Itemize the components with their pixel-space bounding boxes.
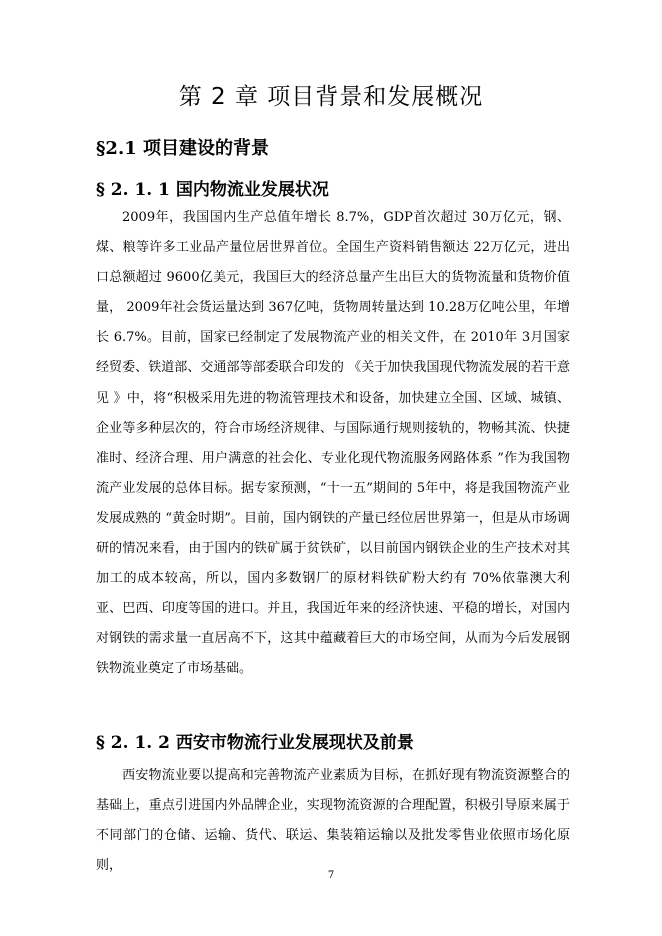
chapter-title: 第 2 章 项目背景和发展概况 [178, 84, 484, 110]
paragraph-text: 西安物流业要以提高和完善物流产业素质为目标，在抓好现有物流资源整合的基础上，重点引进国内外品牌企业，实现物流资源的合理配置，积极引导原来属于不同部门的仓储、运输、货代、联运、集装箱运输以及批发零售业依照市场化原则， [96, 768, 570, 874]
body-paragraph-1 [96, 203, 570, 685]
subsection-heading-2: § 2. 1. 2 西安市物流行业发展现状及前景 [96, 733, 414, 753]
section-heading: §2.1 项目建设的背景 [96, 138, 269, 159]
page-number: 7 [327, 870, 335, 881]
paragraph-text: 2009年，我国国内生产总值年增长 8.7%，GDP首次超过 30万亿元，钢、煤、粮等许多工业品产量位居世界首位。全国生产资料销售额达 22万亿元，进出口总额超过 9600亿美元，我国巨大的经济总量产生出巨大的货物流量和货物价值量， 2009年社会货运量达到 367亿吨，货物周转量达到 10.28万亿吨公里，年增长 6.7%。目前，国家已经制定了发展物流产业的相关文件，在 2010年 3月国家经贸委、铁道部、交通部等部委联合印发的 《关于加快我国现代物流发展的若干意见 》中，将“积极采用先进的物流管理技术和设备，加快建立全国、区域、城镇、企业等多种层次的，符合市场经济规律、与国际通行规则接轨的，物畅其流、快捷准时、经济合理、用户满意的社会化、专业化现代物流服务网路体系 ”作为我国物流产业发展的总体目标。据专家预测，“十一五”期间的 5年中，将是我国物流产业发展成熟的 “黄金时期”。目前，国内钢铁的产量已经位居世界第一，但是从市场调研的情况来看，由于国内的铁矿属于贫铁矿，以目前国内钢铁企业的生产技术对其加工的成本较高，所以，国内多数钢厂的原材料铁矿粉大约有 70%依靠澳大利亚、巴西、印度等国的进口。并且，我国近年来的经济快速、平稳的增长，对国内对钢铁的需求量一直居高不下，这其中蕴藏着巨大的市场空间，从而为今后发展钢铁物流业奠定了市场基础。 [96, 210, 570, 677]
body-paragraph-2 [96, 761, 570, 881]
subsection-heading-1: § 2. 1. 1 国内物流业发展状况 [96, 180, 329, 200]
